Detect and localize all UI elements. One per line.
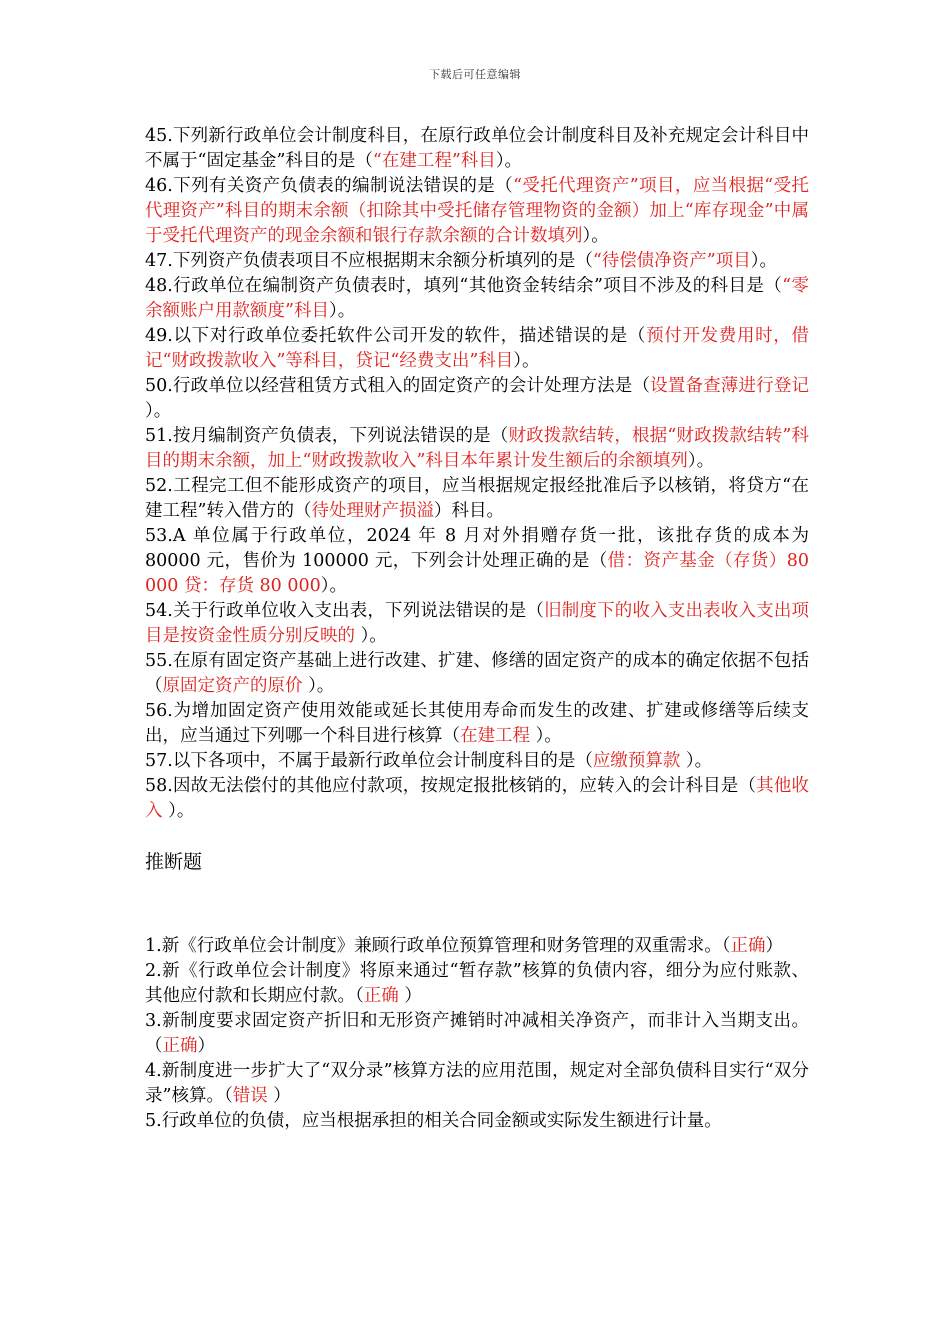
question-tail: ）。: [168, 801, 195, 821]
answer-text: 在建工程: [460, 726, 536, 746]
question-text: 5.行政单位的负债，应当根据承担的相关合同金额或实际发生额进行计量。: [145, 1111, 722, 1131]
page-header: 下载后可任意编辑: [429, 68, 521, 81]
question-text: 53.A 单位属于行政单位，2024 年 8 月对外捐赠存货一批，该批存货的成本为 80000 元，售价为 100000 元，下列会计处理正确的是（: [145, 526, 809, 571]
mc-question: [145, 649, 809, 699]
question-text: 3.新制度要求固定资产折旧和无形资产摊销时冲减相关净资产，而非计入当期支出。（: [145, 1011, 809, 1056]
mc-question: [145, 174, 809, 249]
mc-question: [145, 524, 809, 599]
question-text: 58.因故无法偿付的其他应付款项，按规定报批核销的，应转入的会计科目是（: [145, 776, 757, 796]
question-text: 1.新《行政单位会计制度》兼顾行政单位预算管理和财务管理的双重需求。（: [145, 936, 731, 956]
answer-text: “在建工程”科目: [372, 151, 496, 171]
answer-text: “待偿债净资产”项目: [592, 251, 751, 271]
question-text: 2.新《行政单位会计制度》将原来通过“暂存款”核算的负债内容，细分为应付账款、其他应付款和长期应付款。（: [145, 961, 809, 1006]
true-false-list: [145, 934, 809, 1134]
question-tail: ）。: [360, 626, 387, 646]
question-tail: ）。: [308, 676, 335, 696]
answer-text: 错误: [232, 1086, 274, 1106]
question-tail: ）。: [582, 226, 609, 246]
answer-text: 正确: [363, 986, 405, 1006]
answer-text: 正确: [162, 1036, 198, 1056]
mc-question: [145, 124, 809, 174]
question-tail: ）。: [145, 401, 172, 421]
question-text: 50.行政单位以经营租赁方式租入的固定资产的会计处理方法是（: [145, 376, 651, 396]
question-tail: ）: [273, 1086, 291, 1106]
answer-text: 应缴预算款: [592, 751, 686, 771]
tf-question: [145, 959, 809, 1009]
question-text: 47.下列资产负债表项目不应根据期末余额分析填列的是（: [145, 251, 593, 271]
question-tail: ）: [765, 936, 783, 956]
tf-question: [145, 1009, 809, 1059]
mc-question: [145, 774, 809, 824]
answer-text: 其他收入: [145, 776, 809, 821]
question-tail: ）。: [750, 251, 777, 271]
mc-question: [145, 424, 809, 474]
question-tail: ）: [404, 986, 422, 1006]
mc-question: [145, 699, 809, 749]
question-tail: ）。: [513, 351, 540, 371]
mc-question: [145, 374, 809, 424]
answer-text: 原固定资产的原价: [162, 676, 309, 696]
question-tail: ）: [197, 1036, 215, 1056]
mc-question: [145, 749, 809, 774]
document-body: [145, 124, 809, 1134]
question-tail: ）。: [687, 451, 715, 471]
question-text: 54.关于行政单位收入支出表，下列说法错误的是（: [145, 601, 545, 621]
tf-question: [145, 934, 809, 959]
question-text: 55.在原有固定资产基础上进行改建、扩建、修缮的固定资产的成本的确定依据不包括（: [145, 651, 809, 696]
question-tail: ）。: [328, 301, 356, 321]
answer-text: 借：资产基金（存货）80 000 贷：存货 80 000: [145, 551, 809, 596]
answer-text: 设置备查薄进行登记: [650, 376, 809, 396]
mc-question: [145, 274, 809, 324]
answer-text: 财政拨款结转，根据“财政拨款结转”科目的期末余额，加上“财政拨款收入”科目本年累计发生额后的余额填列: [145, 426, 809, 471]
question-text: 45.下列新行政单位会计制度科目，在原行政单位会计制度科目及补充规定会计科目中不属于“固定基金”科目的是（: [145, 126, 809, 171]
question-text: 56.为增加固定资产使用效能或延长其使用寿命而发生的改建、扩建或修缮等后续支出，应当通过下列哪一个科目进行核算（: [145, 701, 809, 746]
mc-question: [145, 599, 809, 649]
answer-text: 待处理财产损溢: [311, 501, 434, 521]
question-tail: ）。: [320, 576, 348, 596]
question-tail: ）。: [685, 751, 713, 771]
tf-question: [145, 1109, 809, 1134]
question-tail: ）。: [495, 151, 523, 171]
question-text: 51.按月编制资产负债表，下列说法错误的是（: [145, 426, 509, 446]
answer-text: 正确: [730, 936, 766, 956]
answer-text: 旧制度下的收入支出表收入支出项目是按资金性质分别反映的: [145, 601, 809, 646]
mc-question: [145, 324, 809, 374]
tf-question: [145, 1059, 809, 1109]
answer-text: “受托代理资产”项目，应当根据“受托代理资产”科目的期末余额（扣除其中受托储存管理物资的金额）加上“库存现金”中属于受托代理资产的现金余额和银行存款余额的合计数填列: [145, 176, 809, 246]
mc-question: [145, 249, 809, 274]
multiple-choice-list: [145, 124, 809, 824]
question-text: 48.行政单位在编制资产负债表时，填列“其他资金转结余”项目不涉及的科目是（: [145, 276, 783, 296]
question-text: 52.工程完工但不能形成资产的项目，应当根据规定报经批准后予以核销，将贷方“在建工程”转入借方的（: [145, 476, 809, 521]
question-text: 57.以下各项中，不属于最新行政单位会计制度科目的是（: [145, 751, 593, 771]
answer-text: “零余额账户用款额度”科目: [145, 276, 809, 321]
section-title: 推断题: [145, 851, 203, 873]
question-text: 4.新制度进一步扩大了“双分录”核算方法的应用范围，规定对全部负债科目实行“双分录”核算。（: [145, 1061, 809, 1106]
answer-text: 预付开发费用时，借记“财政拨款收入”等科目，贷记“经费支出”科目: [145, 326, 809, 371]
question-text: 49.以下对行政单位委托软件公司开发的软件，描述错误的是（: [145, 326, 647, 346]
question-text: 46.下列有关资产负债表的编制说法错误的是（: [145, 176, 514, 196]
question-tail: ）。: [535, 726, 562, 746]
mc-question: [145, 474, 809, 524]
question-tail: ）科目。: [433, 501, 504, 521]
